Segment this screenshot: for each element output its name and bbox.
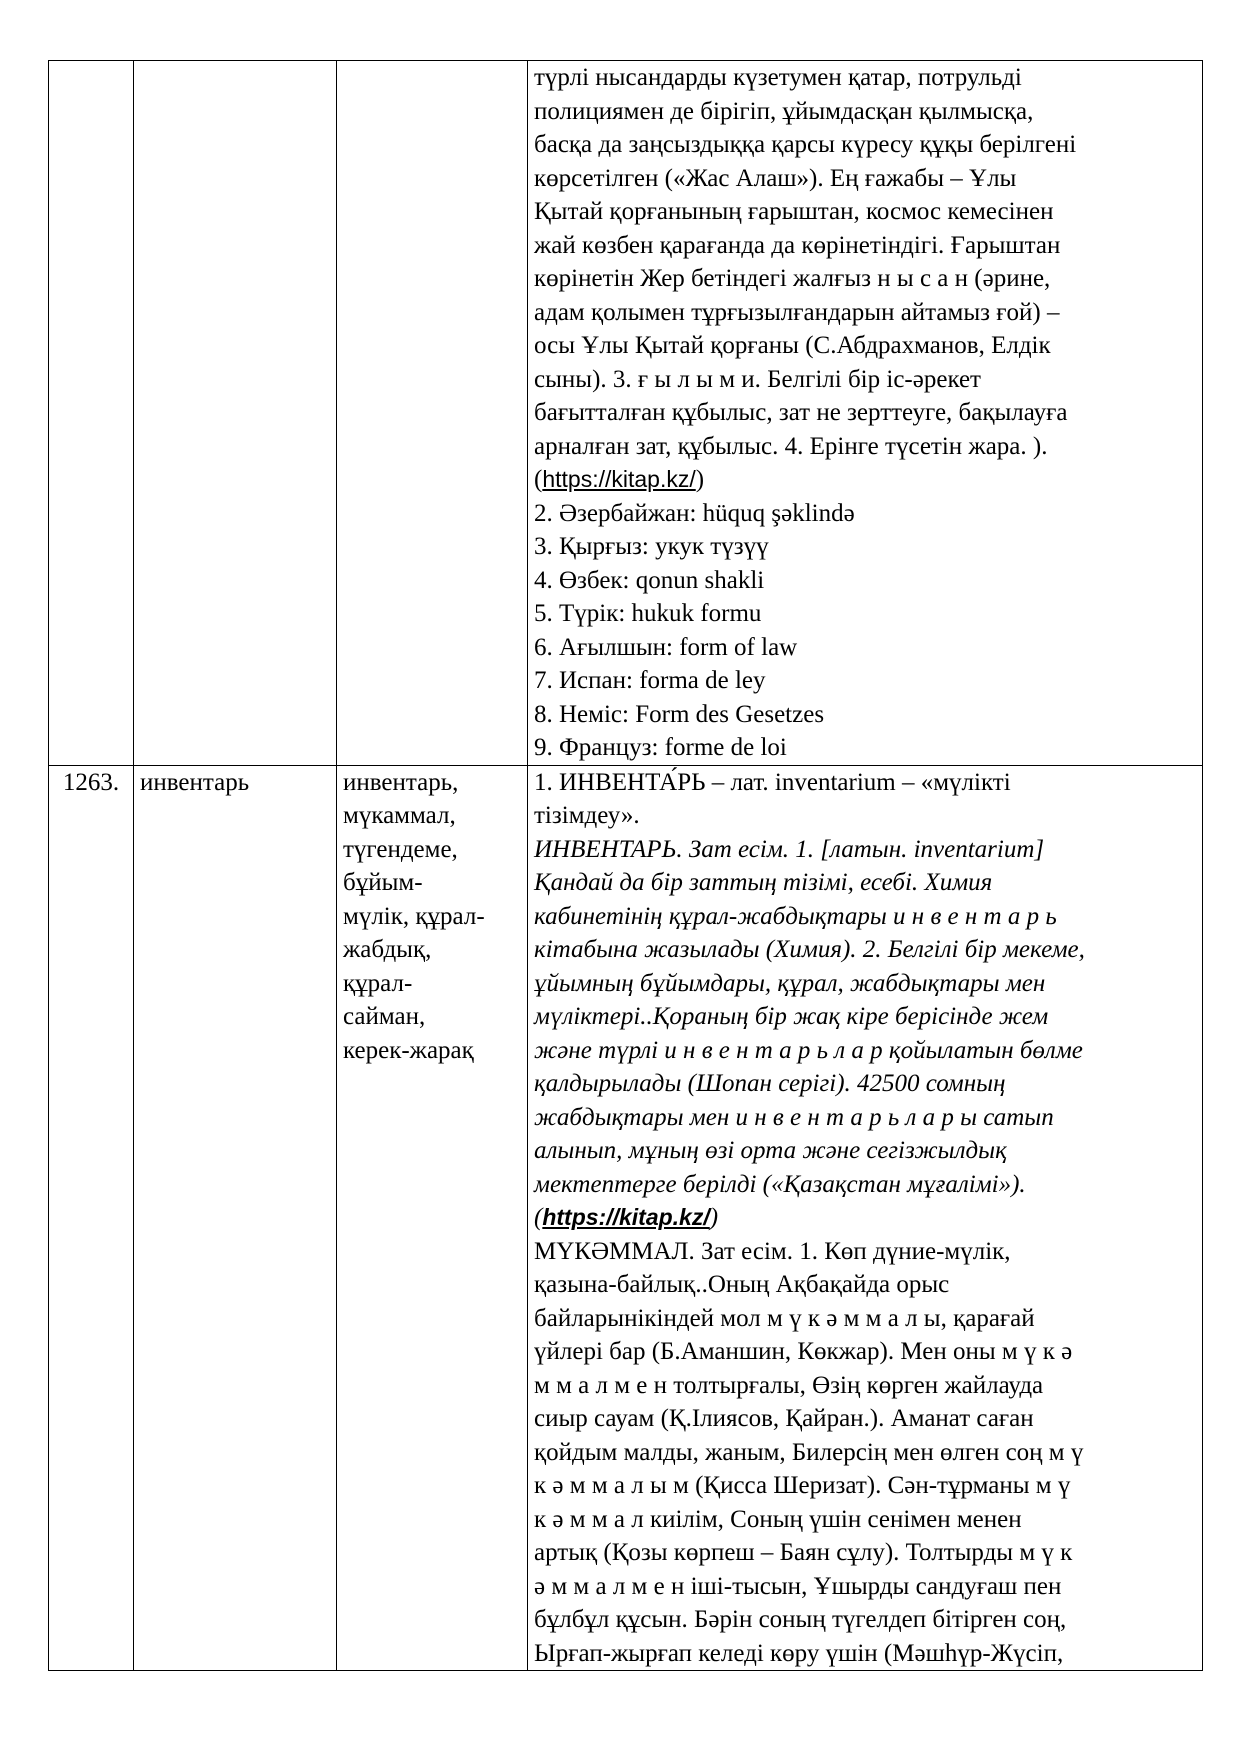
source-link[interactable]: https://kitap.kz/ <box>542 1204 710 1230</box>
text-line: жай көзбен қарағанда да көрінетіндігі. Ғарыштан <box>534 231 1061 259</box>
paren-close: ) <box>709 1204 719 1231</box>
source-line <box>534 1201 1196 1235</box>
text-line: бұлбұл құсын. Бәрін соның түгелдеп бітірген соң, <box>534 1606 1067 1633</box>
translation-item: 8. Неміс: Form des Gesetzes <box>534 700 825 728</box>
term-cell-empty <box>134 61 337 766</box>
synonym-line: сайман, <box>343 1003 426 1030</box>
text-line: МҮКӘММАЛ. Зат есім. 1. Көп дүние-мүлік, <box>534 1237 1011 1265</box>
text-line: сиыр сауам (Қ.Ілиясов, Қайран.). Аманат саған <box>534 1405 1034 1432</box>
text-line: артық (Қозы көрпеш – Баян сұлу). Толтырды м ү к <box>534 1539 1073 1566</box>
mukammal-definition <box>534 1235 1196 1671</box>
row-number-cell-empty <box>49 61 134 766</box>
dictionary-table <box>48 60 1203 1671</box>
source-link[interactable]: https://kitap.kz/ <box>542 466 696 492</box>
translation-item: 6. Ағылшын: form of law <box>534 633 798 661</box>
text-line: көрінетін Жер бетіндегі жалғыз н ы с а н (әрине, <box>534 265 1051 292</box>
text-line: қалдырылады (Шопан серігі). 42500 сомның <box>534 1070 1006 1097</box>
synonym-line: жабдық, <box>343 936 432 963</box>
definition-text-continued <box>534 61 1196 463</box>
table-row-1263 <box>49 765 1203 1671</box>
etymology-line: 1. ИНВЕНТА́РЬ – лат. inventarium – «мүлікті <box>534 768 1011 796</box>
text-line: түрлі нысандарды күзетумен қатар, потрульді <box>534 64 1022 91</box>
translation-item: 9. Француз: forme de loi <box>534 734 787 761</box>
text-line: мүліктері..Қораның бір жақ кіре берісінде жем <box>534 1003 1049 1030</box>
translation-item: 4. Өзбек: qonun shakli <box>534 566 765 594</box>
paren-open: ( <box>534 466 543 493</box>
text-line: адам қолымен тұрғызылғандарын айтамыз ғой) – <box>534 298 1060 326</box>
synonym-line: құрал- <box>343 969 413 997</box>
text-line: бағытталған құбылыс, зат не зерттеуге, бақылауға <box>534 399 1068 426</box>
text-line: мектептерге берілді («Қазақстан мұғалімі»). <box>534 1170 1026 1198</box>
text-line: м м а л м е н толтырғалы, Өзің көрген жайлауда <box>534 1371 1044 1399</box>
text-line: қазына-байлық..Оның Ақбақайда орыс <box>534 1271 950 1298</box>
synonyms-cell-empty <box>337 61 528 766</box>
etymology-line: тізімдеу». <box>534 802 640 829</box>
text-line: байларынікіндей мол м ү к ә м м а л ы, қарағай <box>534 1304 1035 1332</box>
text-line: кітабына жазылады (Химия). 2. Белгілі бір мекеме, <box>534 936 1085 963</box>
synonyms-cell <box>337 765 528 1671</box>
text-line: жабдықтары мен и н в е н т а р ь л а р ы сатып <box>534 1103 1054 1131</box>
italic-definition <box>534 833 1196 1235</box>
synonym-line: мүкаммал, <box>343 802 456 829</box>
text-line: к ә м м а л киілім, Соның үшін сенімен менен <box>534 1505 1022 1533</box>
text-line: және түрлі и н в е н т а р ь л а р қойылатын бөлме <box>534 1036 1083 1064</box>
text-line: басқа да заңсыздыққа қарсы күресу құқы берілгені <box>534 131 1077 158</box>
translation-item: 5. Түрік: hukuk formu <box>534 600 762 627</box>
definition-cell <box>528 765 1203 1671</box>
text-line: осы Ұлы Қытай қорғаны (С.Абдрахманов, Елдік <box>534 332 1051 359</box>
text-line: көрсетілген («Жас Алаш»). Ең ғажабы – Ұлы <box>534 164 1017 192</box>
text-line: ә м м а л м е н іші-тысын, Ұшырды сандуғаш пен <box>534 1572 1062 1600</box>
text-line: кабинетінің құрал-жабдықтары и н в е н т а р ь <box>534 902 1057 930</box>
text-line: ұйымның бұйымдары, құрал, жабдықтары мен <box>534 969 1046 997</box>
synonym-line: мүлік, құрал- <box>343 902 485 930</box>
synonym-line: түгендеме, <box>343 835 458 863</box>
text-line: Қытай қорғанының ғарыштан, космос кемесінен <box>534 198 1054 225</box>
paren-close: ) <box>695 466 705 493</box>
text-line: Ырғап-жырғап келеді көру үшін (Мәшһүр-Жүсіп, <box>534 1639 1064 1667</box>
term-cell: инвентарь <box>134 765 337 1671</box>
definition-cell <box>528 61 1203 766</box>
synonym-line: инвентарь, <box>343 768 459 796</box>
text-line: арналған зат, құбылыс. 4. Ерінге түсетін жара. ). <box>534 432 1048 460</box>
text-line: полициямен де бірігіп, ұйымдасқан қылмысқа, <box>534 97 1034 125</box>
table-row-continued <box>49 61 1203 766</box>
text-line: қойдым малды, жаным, Билерсің мен өлген соң м ү <box>534 1438 1084 1466</box>
row-number-cell: 1263. <box>49 765 134 1671</box>
text-line: сыны). 3. ғ ы л ы м и. Белгілі бір іс-әрекет <box>534 365 981 393</box>
translations-list <box>534 497 1196 765</box>
translation-item: 7. Испан: forma de ley <box>534 667 766 694</box>
translation-item: 3. Қырғыз: укук түзүү <box>534 533 769 560</box>
source-line <box>534 463 1196 497</box>
text-line: ИНВЕНТАРЬ. Зат есім. 1. [латын. inventarium] <box>534 835 1045 863</box>
synonym-line: бұйым- <box>343 869 423 896</box>
translation-item: 2. Әзербайжан: hüquq şəklində <box>534 499 855 527</box>
synonym-line: керек-жарақ <box>343 1036 474 1064</box>
text-line: к ә м м а л ы м (Қисса Шеризат). Сән-тұрманы м ү <box>534 1472 1071 1499</box>
text-line: Қандай да бір заттың тізімі, есебі. Химия <box>534 869 993 896</box>
text-line: алынып, мұның өзі орта және сегізжылдық <box>534 1137 1007 1164</box>
text-line: үйлері бар (Б.Аманшин, Көкжар). Мен оны м ү к ә <box>534 1338 1073 1365</box>
paren-open: ( <box>534 1204 543 1231</box>
